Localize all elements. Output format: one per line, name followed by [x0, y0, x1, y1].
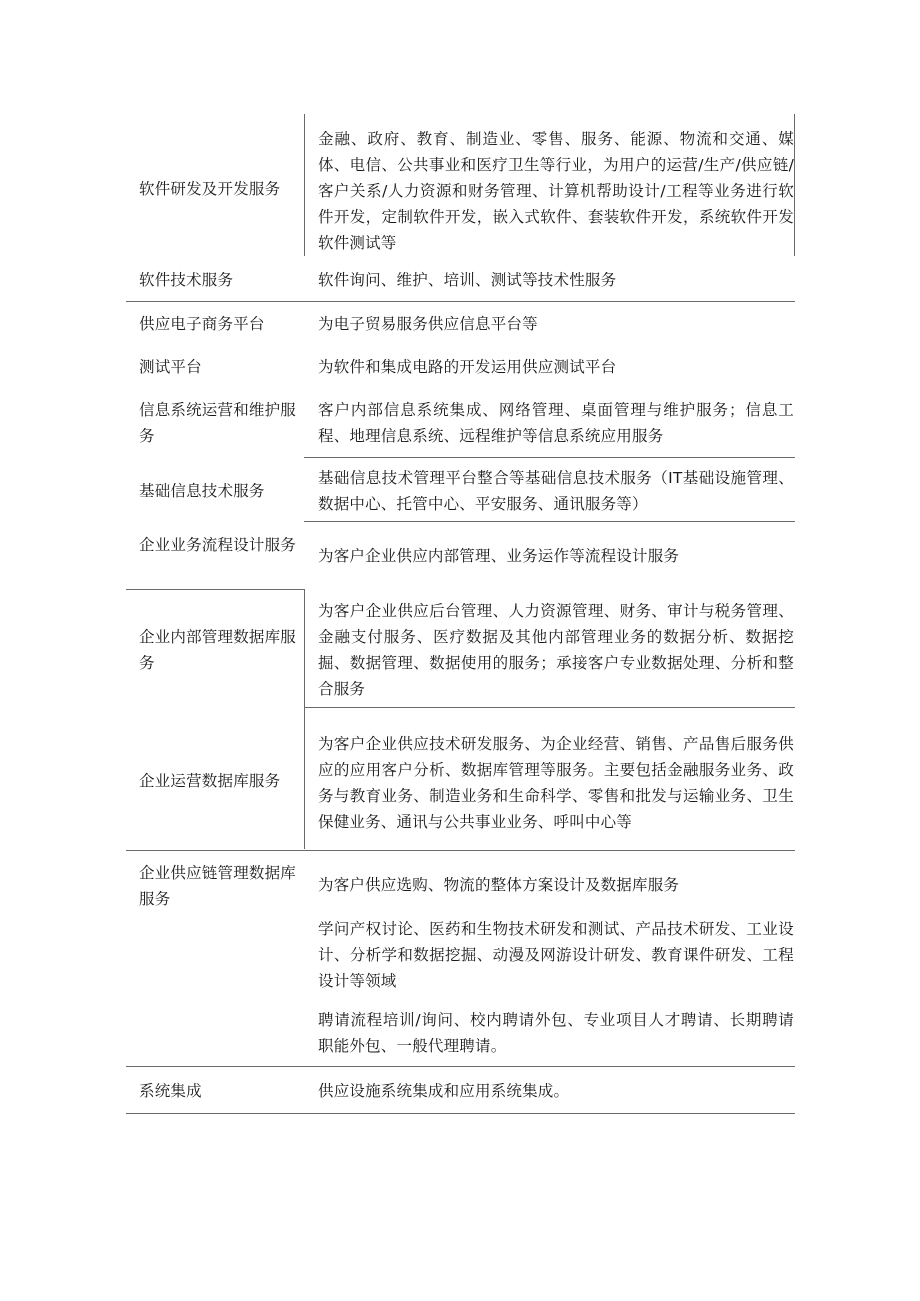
table-vertical-rule [304, 589, 305, 849]
service-category-label: 企业供应链管理数据库服务 [139, 864, 297, 908]
table-row-divider [126, 1113, 795, 1114]
service-category-label: 信息系统运营和维护服务 [139, 401, 297, 445]
service-category-description: 为电子贸易服务供应信息平台等 [318, 315, 538, 333]
service-category-description: 为客户企业供应内部管理、业务运作等流程设计服务 [318, 547, 680, 565]
service-category-description: 软件询问、维护、培训、测试等技术性服务 [318, 271, 617, 289]
service-category-description: 聘请流程培训/询问、校内聘请外包、专业项目人才聘请、长期聘请职能外包、一般代理聘请。 [318, 1011, 794, 1055]
service-category-description: 为软件和集成电路的开发运用供应测试平台 [318, 358, 617, 376]
service-category-description: 为客户企业供应技术研发服务、为企业经营、销售、产品售后服务供应的应用客户分析、数据库管理等服务。主要包括金融服务业务、政务与教育业务、制造业务和生命科学、零售和批发与运输业务、卫生保健业务、通讯与公共事业业务、呼叫中心等 [318, 735, 794, 831]
service-category-description: 学问产权讨论、医药和生物技术研发和测试、产品技术研发、工业设计、分析学和数据挖掘、动漫及网游设计研发、教育课件研发、工程设计等领域 [318, 920, 794, 990]
service-category-description: 为客户供应选购、物流的整体方案设计及数据库服务 [318, 876, 680, 894]
service-category-label: 基础信息技术服务 [139, 482, 265, 500]
service-category-description: 供应设施系统集成和应用系统集成。 [318, 1082, 570, 1100]
service-category-description: 为客户企业供应后台管理、人力资源管理、财务、审计与税务管理、金融支付服务、医疗数据及其他内部管理业务的数据分析、数据挖掘、数据管理、数据使用的服务；承接客户专业数据处理、分析和整合服务 [318, 602, 794, 698]
table-row-divider [304, 521, 795, 522]
table-row-divider [304, 707, 795, 708]
service-category-label: 供应电子商务平台 [139, 315, 265, 333]
service-category-label: 企业运营数据库服务 [139, 772, 281, 790]
service-category-label: 企业内部管理数据库服务 [139, 628, 297, 672]
table-row-divider [126, 1066, 795, 1067]
table-row-divider [126, 850, 795, 851]
service-category-label: 企业业务流程设计服务 [139, 536, 297, 554]
service-category-description: 基础信息技术管理平台整合等基础信息技术服务（IT基础设施管理、数据中心、托管中心、平安服务、通讯服务等） [318, 469, 794, 513]
table-row-divider [304, 457, 795, 458]
service-category-label: 系统集成 [139, 1082, 202, 1100]
service-category-description: 金融、政府、教育、制造业、零售、服务、能源、物流和交通、媒体、电信、公共事业和医疗卫生等行业，为用户的运营/生产/供应链/客户关系/人力资源和财务管理、计算机帮助设计/工程等业务进行软件开发，定制软件开发，嵌入式软件、套装软件开发，系统软件开发软件测试等 [318, 130, 794, 252]
service-category-description: 客户内部信息系统集成、网络管理、桌面管理与维护服务；信息工程、地理信息系统、远程维护等信息系统应用服务 [318, 401, 794, 445]
service-category-label: 软件研发及开发服务 [139, 180, 281, 198]
service-category-label: 软件技术服务 [139, 271, 234, 289]
table-vertical-rule [794, 114, 795, 256]
table-row-divider [126, 301, 795, 302]
table-vertical-rule [304, 114, 305, 256]
table-row-divider [126, 589, 305, 590]
service-category-label: 测试平台 [139, 358, 202, 376]
